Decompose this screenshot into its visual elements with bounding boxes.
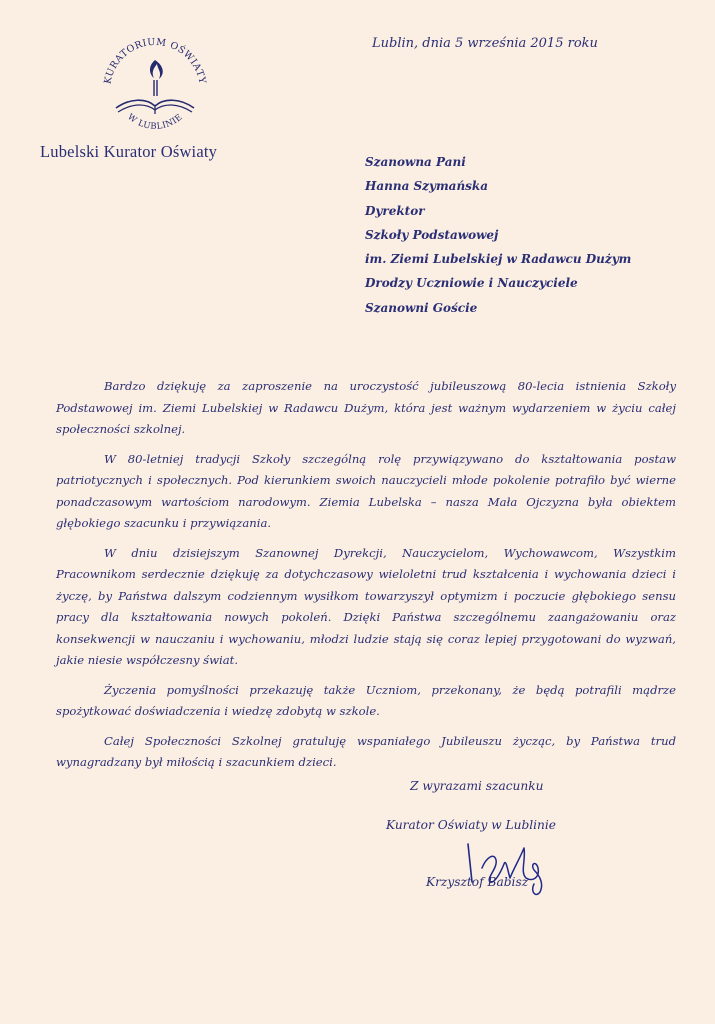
- body-paragraph: Życzenia pomyślności przekazuję także Uczniom, przekonany, że będą potrafili mądrze spożytkować doświadczenia i wiedzę zdobytą w szkole.: [56, 682, 676, 718]
- recipient-line: Dyrektor: [365, 203, 425, 218]
- recipient-line: Drodzy Uczniowie i Nauczyciele: [365, 276, 578, 291]
- recipient-line: Szkoły Podstawowej: [365, 227, 499, 242]
- recipients-block: [365, 150, 631, 320]
- body-paragraph: W 80-letniej tradycji Szkoły szczególną rolę przywiązywano do kształtowania postaw patriotycznych i społecznych. Pod kierunkiem swoich nauczycieli młode pokolenie potrafiło być wierne ponadczasowym wartościom narodowym. Ziemia Lubelska – nasza Mała Ojczyzna była obiektem głębokiego szacunku i przywiązania.: [56, 451, 676, 530]
- recipient-line: im. Ziemi Lubelskiej w Radawcu Dużym: [365, 252, 632, 267]
- place-date: Lublin, dnia 5 września 2015 roku: [372, 36, 598, 51]
- office-name: Lubelski Kurator Oświaty: [40, 142, 218, 161]
- signatory-title: Kurator Oświaty w Lublinie: [386, 818, 557, 832]
- recipient-line: Hanna Szymańska: [365, 179, 489, 194]
- svg-text:W LUBLINIE: W LUBLINIE: [125, 112, 185, 132]
- closing-regards: Z wyrazami szacunku: [410, 779, 544, 793]
- recipient-line: Szanowni Goście: [365, 300, 478, 315]
- letter-body: [56, 376, 676, 782]
- recipient-line: Szanowna Pani: [365, 155, 466, 169]
- seal-emblem: [96, 26, 214, 144]
- body-paragraph: Całej Społeczności Szkolnej gratuluję wspaniałego Jubileuszu życząc, by Państwa trud wynagradzany był miłością i szacunkiem dzieci.: [56, 733, 676, 769]
- body-paragraph: Bardzo dziękuję za zaproszenie na uroczystość jubileuszową 80-lecia istnienia Szkoły Podstawowej im. Ziemi Lubelskiej w Radawcu Dużym, która jest ważnym wydarzeniem w życiu całej społeczności szkolnej.: [56, 379, 676, 436]
- kuratorium-seal-logo: [96, 26, 214, 144]
- handwritten-signature: [460, 838, 560, 898]
- signatory-name: Krzysztof Babisz: [426, 875, 529, 889]
- svg-text:KURATORIUM OŚWIATY: KURATORIUM OŚWIATY: [102, 36, 208, 86]
- body-paragraph: W dniu dzisiejszym Szanownej Dyrekcji, Nauczycielom, Wychowawcom, Wszystkim Pracownikom serdecznie dziękuję za dotychczasowy wieloletni trud kształcenia i wychowania dzieci i życzę, by Państwa dalszym codziennym wysiłkom towarzyszył optymizm i poczucie głębokiego sensu pracy dla kształtowania nowych pokoleń. Dzięki Państwa szczególnemu zaangażowaniu oraz konsekwencji w nauczaniu i wychowaniu, młodzi ludzie stają się coraz lepiej przygotowani do wyzwań, jakie niesie współczesny świat.: [56, 545, 676, 667]
